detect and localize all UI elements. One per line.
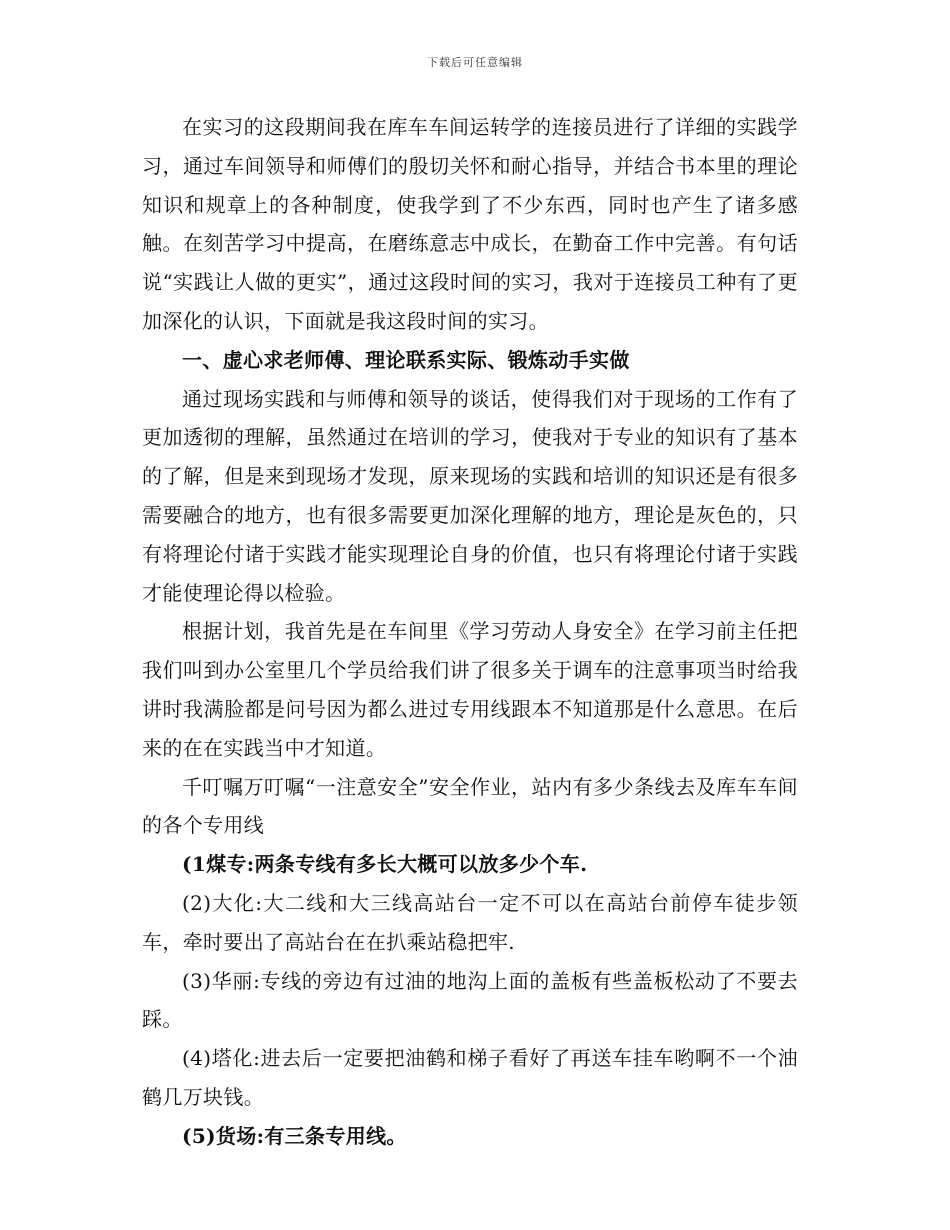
intro-paragraph: 在实习的这段期间我在库车车间运转学的连接员进行了详细的实践学习，通过车间领导和师傅们的殷切关怀和耐心指导，并结合书本里的理论知识和规章上的各种制度，使我学到了不少东西，同时也产生了诸多感触。在刻苦学习中提高，在磨练意志中成长，在勤奋工作中完善。有句话说“实践让人做的更实”，通过这段时间的实习，我对于连接员工种有了更加深化的认识，下面就是我这段时间的实习。	[142, 115, 798, 333]
section-heading: 一、虚心求老师傅、理论联系实际、锻炼动手实做	[182, 347, 630, 372]
document-body	[142, 108, 798, 1156]
list-item: (1煤专:两条专线有多长大概可以放多少个车.	[182, 852, 588, 877]
list-item: (2)大化:大二线和大三线高站台一定不可以在高站台前停车徒步领车，牵时要出了高站台在在扒乘站稳把牢.	[142, 890, 798, 954]
list-item: (4)塔化:进去后一定要把油鹤和梯子看好了再送车挂车哟啊不一个油鹤几万块钱。	[142, 1046, 798, 1109]
body-paragraph: 根据计划，我首先是在车间里《学习劳动人身安全》在学习前主任把我们叫到办公室里几个学员给我们讲了很多关于调车的注意事项当时给我讲时我满脸都是问号因为都么进过专用线跟本不知道那是什么意思。在后来的在在实践当中才知道。	[142, 619, 798, 760]
list-item: (5)货场:有三条专用线。	[182, 1123, 407, 1148]
list-item: (3)华丽:专线的旁边有过油的地沟上面的盖板有些盖板松动了不要去踩。	[142, 968, 798, 1032]
body-paragraph: 千叮嘱万叮嘱“一注意安全”安全作业，站内有多少条线去及库车车间的各个专用线	[142, 774, 798, 838]
page-header: 下载后可任意编辑	[427, 56, 523, 69]
body-paragraph: 通过现场实践和与师傅和领导的谈话，使得我们对于现场的工作有了更加透彻的理解，虽然通过在培训的学习，使我对于专业的知识有了基本的了解，但是来到现场才发现，原来现场的实践和培训的知识还是有很多需要融合的地方，也有很多需要更加深化理解的地方，理论是灰色的，只有将理论付诸于实践才能实现理论自身的价值，也只有将理论付诸于实践才能使理论得以检验。	[142, 386, 798, 605]
